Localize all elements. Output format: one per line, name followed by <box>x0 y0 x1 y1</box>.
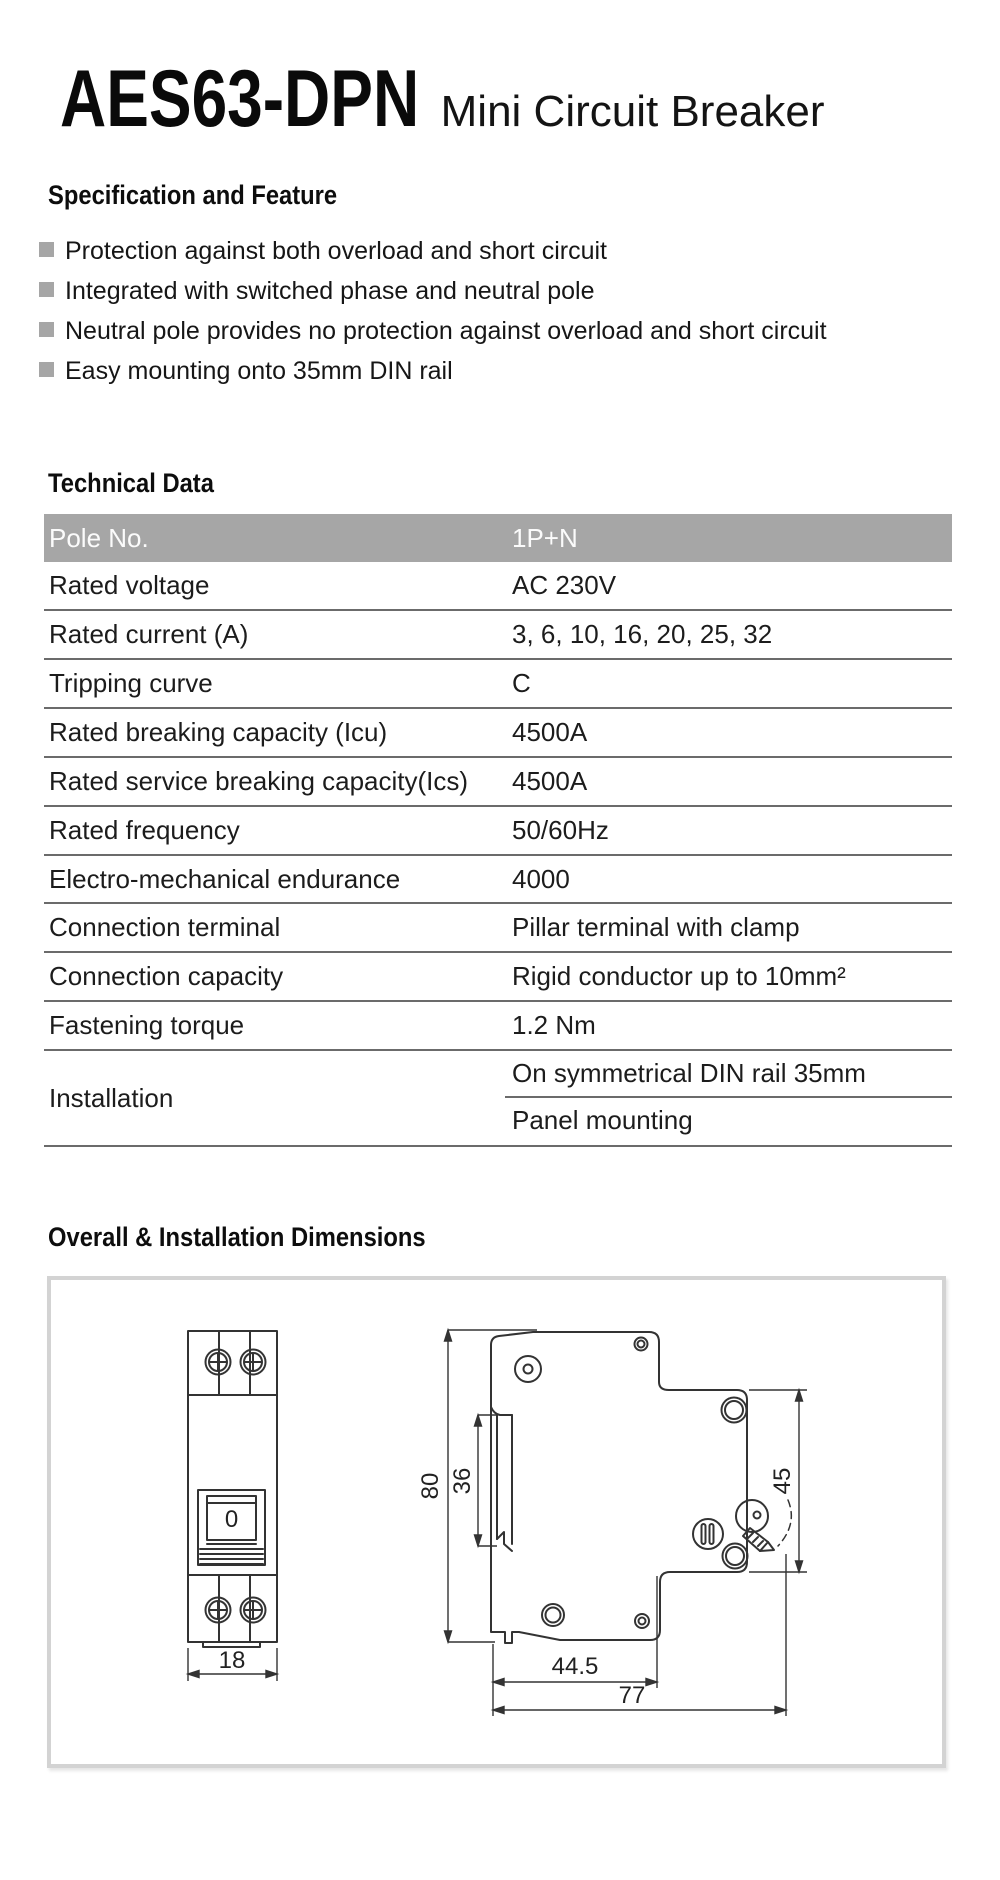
installation-value-2: Panel mounting <box>512 1105 693 1135</box>
screw-icon <box>241 1350 266 1375</box>
dim-side-height: 80 <box>417 1472 444 1500</box>
table-row <box>44 611 952 660</box>
list-item <box>39 278 827 318</box>
row-value: 3, 6, 10, 16, 20, 25, 32 <box>512 619 773 649</box>
table-row <box>44 856 952 904</box>
row-label: Rated service breaking capacity(Ics) <box>49 766 469 796</box>
technical-data-table <box>44 514 952 1147</box>
dim-total-depth: 77 <box>618 1682 646 1709</box>
table-row <box>44 904 952 953</box>
front-view <box>188 1331 277 1647</box>
dim-din-slot: 36 <box>449 1467 476 1495</box>
table-row <box>44 709 952 758</box>
screw-icon <box>241 1598 266 1623</box>
technical-heading: Technical Data <box>48 468 214 498</box>
header-label: Pole No. <box>49 523 149 553</box>
switch-position-label: 0 <box>224 1506 239 1533</box>
table-row <box>44 758 952 807</box>
din-clip <box>736 1500 774 1551</box>
feature-text: Easy mounting onto 35mm DIN rail <box>65 357 453 385</box>
row-value: AC 230V <box>512 570 617 600</box>
side-view <box>491 1332 791 1643</box>
row-label: Connection capacity <box>49 961 284 991</box>
feature-text: Protection against both overload and short circuit <box>65 237 607 265</box>
table-row <box>44 953 952 1002</box>
bullet-square-icon <box>39 362 54 377</box>
row-value: Pillar terminal with clamp <box>512 912 800 942</box>
dim-clip-section: 45 <box>769 1467 796 1495</box>
row-label: Rated frequency <box>49 815 240 845</box>
table-row <box>44 1002 952 1051</box>
dim-front-width: 18 <box>218 1647 246 1674</box>
feature-text: Neutral pole provides no protection against overload and short circuit <box>65 317 827 345</box>
features-heading: Specification and Feature <box>48 180 338 210</box>
row-value: C <box>512 668 531 698</box>
installation-values <box>505 1051 952 1145</box>
feature-list <box>39 238 827 398</box>
list-item <box>39 318 827 358</box>
installation-value-1: On symmetrical DIN rail 35mm <box>505 1051 952 1098</box>
header-value: 1P+N <box>512 523 578 553</box>
table-row-installation <box>44 1051 952 1147</box>
bullet-square-icon <box>39 322 54 337</box>
feature-text: Integrated with switched phase and neutral pole <box>65 277 595 305</box>
row-label: Electro-mechanical endurance <box>49 864 401 894</box>
dim-body-depth: 44.5 <box>551 1653 599 1680</box>
row-value: 4000 <box>512 864 570 894</box>
row-label: Tripping curve <box>49 668 213 698</box>
list-item <box>39 238 827 278</box>
list-item <box>39 358 827 398</box>
row-value: Rigid conductor up to 10mm² <box>512 961 846 991</box>
row-value: 4500A <box>512 717 588 747</box>
technical-drawing <box>47 1276 946 1768</box>
screw-icon <box>206 1598 231 1623</box>
slotted-screw-icon <box>693 1519 723 1549</box>
row-label: Connection terminal <box>49 912 281 942</box>
table-row <box>44 562 952 611</box>
row-label: Rated voltage <box>49 570 210 600</box>
row-label: Installation <box>49 1083 174 1113</box>
row-label: Rated current (A) <box>49 619 249 649</box>
product-model: AES63-DPN <box>60 54 420 144</box>
row-label: Rated breaking capacity (Icu) <box>49 717 388 747</box>
dimensions-heading: Overall & Installation Dimensions <box>48 1222 426 1252</box>
row-value: 4500A <box>512 766 588 796</box>
row-label: Fastening torque <box>49 1010 245 1040</box>
table-header-row <box>44 514 952 562</box>
product-subtitle: Mini Circuit Breaker <box>440 87 825 136</box>
screw-icon <box>206 1350 231 1375</box>
page-title <box>60 54 825 162</box>
table-row <box>44 660 952 709</box>
table-row <box>44 807 952 856</box>
row-value: 1.2 Nm <box>512 1010 596 1040</box>
bullet-square-icon <box>39 242 54 257</box>
bullet-square-icon <box>39 282 54 297</box>
row-value: 50/60Hz <box>512 815 609 845</box>
